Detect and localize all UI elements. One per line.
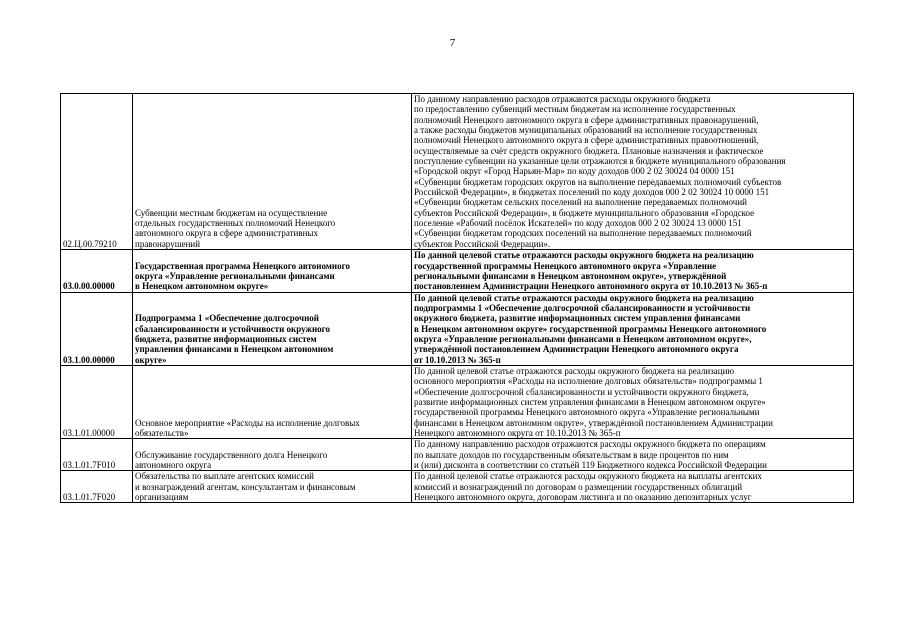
row-name-line: организациям (135, 492, 189, 503)
row-description-line: По данному направлению расходов отражаются расходы окружного бюджета (414, 94, 711, 104)
row-description-line: развитие информационных систем управления финансами в Ненецком автономном округе» (414, 396, 766, 407)
row-name-line: округе» (135, 354, 167, 365)
row-description-line: по предоставлению субвенций местным бюджетам на исполнение государственных (414, 104, 736, 115)
row-code: 02.Ц.00.79210 (63, 238, 117, 249)
row-name-line: автономного округа в сфере административных (135, 228, 318, 239)
row-name-cell (133, 250, 412, 292)
row-name-line: автономного округа (135, 460, 212, 471)
row-description-line: осуществляемые за счёт средств окружного бюджета. Плановые назначения и фактическое (414, 145, 764, 156)
table-row (61, 94, 854, 250)
row-description-line: По данной целевой статье отражаются расходы окружного бюджета на выплаты агентских (414, 471, 762, 482)
row-description-line: поступление субвенции на указанные цели отражаются в бюджете муниципального образования (414, 156, 786, 167)
row-name-line: в Ненецком автономном округе» (135, 281, 269, 292)
row-name-line: и вознаграждений агентам, консультантам и финансовым (135, 481, 356, 492)
row-description-line: По данной целевой статье отражаются расходы окружного бюджета на реализацию (414, 292, 754, 303)
row-description-line: от 10.10.2013 № 365-п (414, 354, 501, 365)
row-name-line: Обязательства по выплате агентских комиссий (135, 471, 314, 482)
row-name-cell (133, 292, 412, 365)
row-name-line: Подпрограмма 1 «Обеспечение долгосрочной (135, 313, 319, 324)
row-code: 03.1.01.00000 (63, 428, 115, 438)
row-description-line: По данному направлению расходов отражаются расходы окружного бюджета по операциям (414, 439, 766, 450)
row-name-line: управления финансами в Ненецком автономном (135, 344, 334, 355)
page-number: 7 (449, 37, 456, 49)
row-description-cell (412, 439, 854, 471)
table-body (61, 94, 854, 503)
row-description-line: субъектов Российской Федерации». (414, 238, 551, 249)
row-description-line: финансами в Ненецком автономном округе», утверждённой постановлением Администрации (414, 417, 773, 428)
row-code-cell (61, 292, 133, 365)
row-name-cell (133, 471, 412, 503)
row-name-cell (133, 94, 412, 250)
row-description-line: По данной целевой статье отражаются расходы окружного бюджета на реализацию (414, 365, 735, 376)
row-code: 03.1.01.7F010 (63, 460, 116, 471)
row-code-cell (61, 471, 133, 503)
row-description-line: подпрограммы 1 «Обеспечение долгосрочной сбалансированности и устойчивости (414, 302, 751, 313)
row-description-line: в Ненецком автономном округе» государственной программы Ненецкого автономного (414, 323, 767, 334)
target-articles-table (60, 93, 854, 503)
row-description-cell (412, 250, 854, 292)
row-description-line: окружного бюджета, развитие информационных систем управления финансами (414, 313, 741, 324)
row-description-line: Ненецкого автономного округа от 10.10.2013 № 365-п (414, 428, 621, 438)
row-description-line: «Обеспечение долгосрочной сбалансированности и устойчивости окружного бюджета, (414, 386, 749, 397)
table-row (61, 365, 854, 438)
row-description-line: постановлением Администрации Ненецкого автономного округа от 10.10.2013 № 365-п (414, 281, 768, 292)
row-description-cell (412, 365, 854, 438)
row-description-line: утверждённой постановлением Администрации Ненецкого автономного округа (414, 344, 739, 355)
row-description-line: «Субвенции бюджетам городских округов на выполнение передаваемых полномочий субъектов (414, 176, 782, 187)
row-description-line: основного мероприятия «Расходы на исполнение долговых обязательств» подпрограммы 1 (414, 376, 763, 387)
row-code: 03.0.00.00000 (63, 281, 115, 292)
row-description-line: полномочий Ненецкого автономного округа в сфере административных правонарушений, (414, 114, 759, 125)
row-description-line: по выплате доходов по государственным обязательствам в виде процентов по ним (414, 449, 729, 460)
row-description-line: субъектов Российской Федерации», в бюджете муниципального образования «Городское (414, 207, 755, 218)
row-description-line: «Субвенции бюджетам сельских поселений на выполнение передаваемых полномочий (414, 197, 747, 208)
row-code: 03.1.01.7F020 (63, 492, 116, 503)
row-description-line: государственной программы Ненецкого автономного округа «Управление (414, 260, 717, 271)
row-code-cell (61, 94, 133, 250)
row-description-line: комиссий и вознаграждений по договорам о размещении государственных облигаций (414, 481, 743, 492)
row-name-line: сбалансированности и устойчивости окружного (135, 323, 331, 334)
row-description-line: Российской Федерации», в бюджетах поселений по коду доходов 000 2 02 30024 10 0000 151 (414, 187, 770, 198)
row-description-line: полномочий Ненецкого автономного округа в сфере административных правоотношений, (414, 135, 759, 146)
row-name-line: Основное мероприятие «Расходы на исполнение долговых (135, 417, 360, 428)
row-code-cell (61, 250, 133, 292)
row-name-line: правонарушений (135, 238, 201, 249)
row-description-line: округа «Управление региональными финансами в Ненецком автономном округе», (414, 333, 752, 344)
row-name-line: Государственная программа Ненецкого автономного (135, 260, 350, 271)
row-description-cell (412, 94, 854, 250)
row-code-cell (61, 365, 133, 438)
row-name-line: бюджета, развитие информационных систем (135, 333, 317, 344)
row-name-line: Субвенции местным бюджетам на осуществление (135, 207, 328, 218)
row-name-cell (133, 365, 412, 438)
row-code-cell (61, 439, 133, 471)
row-description-line: региональными финансами в Ненецком автономном округе», утверждённой (414, 270, 727, 281)
row-description-line: Ненецкого автономного округа, договорам листинга и по оказанию депозитарных услуг (414, 492, 752, 503)
row-name-line: отдельных государственных полномочий Ненецкого (135, 218, 336, 229)
table-row (61, 471, 854, 503)
row-description-line: а также расходы бюджетов муниципальных образований на исполнение государственных (414, 125, 758, 136)
row-name-line: Обслуживание государственного долга Ненецкого (135, 449, 328, 460)
row-description-cell (412, 292, 854, 365)
row-description-line: По данной целевой статье отражаются расходы окружного бюджета на реализацию (414, 250, 754, 261)
row-description-line: государственной программы Ненецкого автономного округа «Управление региональными (414, 407, 760, 418)
row-description-line: и (или) дисконта в соответствии со статьёй 119 Бюджетного кодекса Российской Федерации (414, 460, 767, 471)
row-name-line: обязательств» (135, 428, 189, 438)
table-row (61, 439, 854, 471)
row-description-line: поселение «Рабочий посёлок Искателей» по коду доходов 000 2 02 30024 13 0000 151 (414, 218, 742, 229)
row-description-line: «Городской округ «Город Нарьян-Мар» по коду доходов 000 2 02 30024 04 0000 151 (414, 166, 735, 177)
row-code: 03.1.00.00000 (63, 354, 115, 365)
row-name-cell (133, 439, 412, 471)
row-name-line: округа «Управление региональными финансами (135, 270, 335, 281)
row-description-cell (412, 471, 854, 503)
table-row (61, 250, 854, 292)
table-row (61, 292, 854, 365)
row-description-line: «Субвенции бюджетам городских поселений на выполнение передаваемых полномочий (414, 228, 752, 239)
